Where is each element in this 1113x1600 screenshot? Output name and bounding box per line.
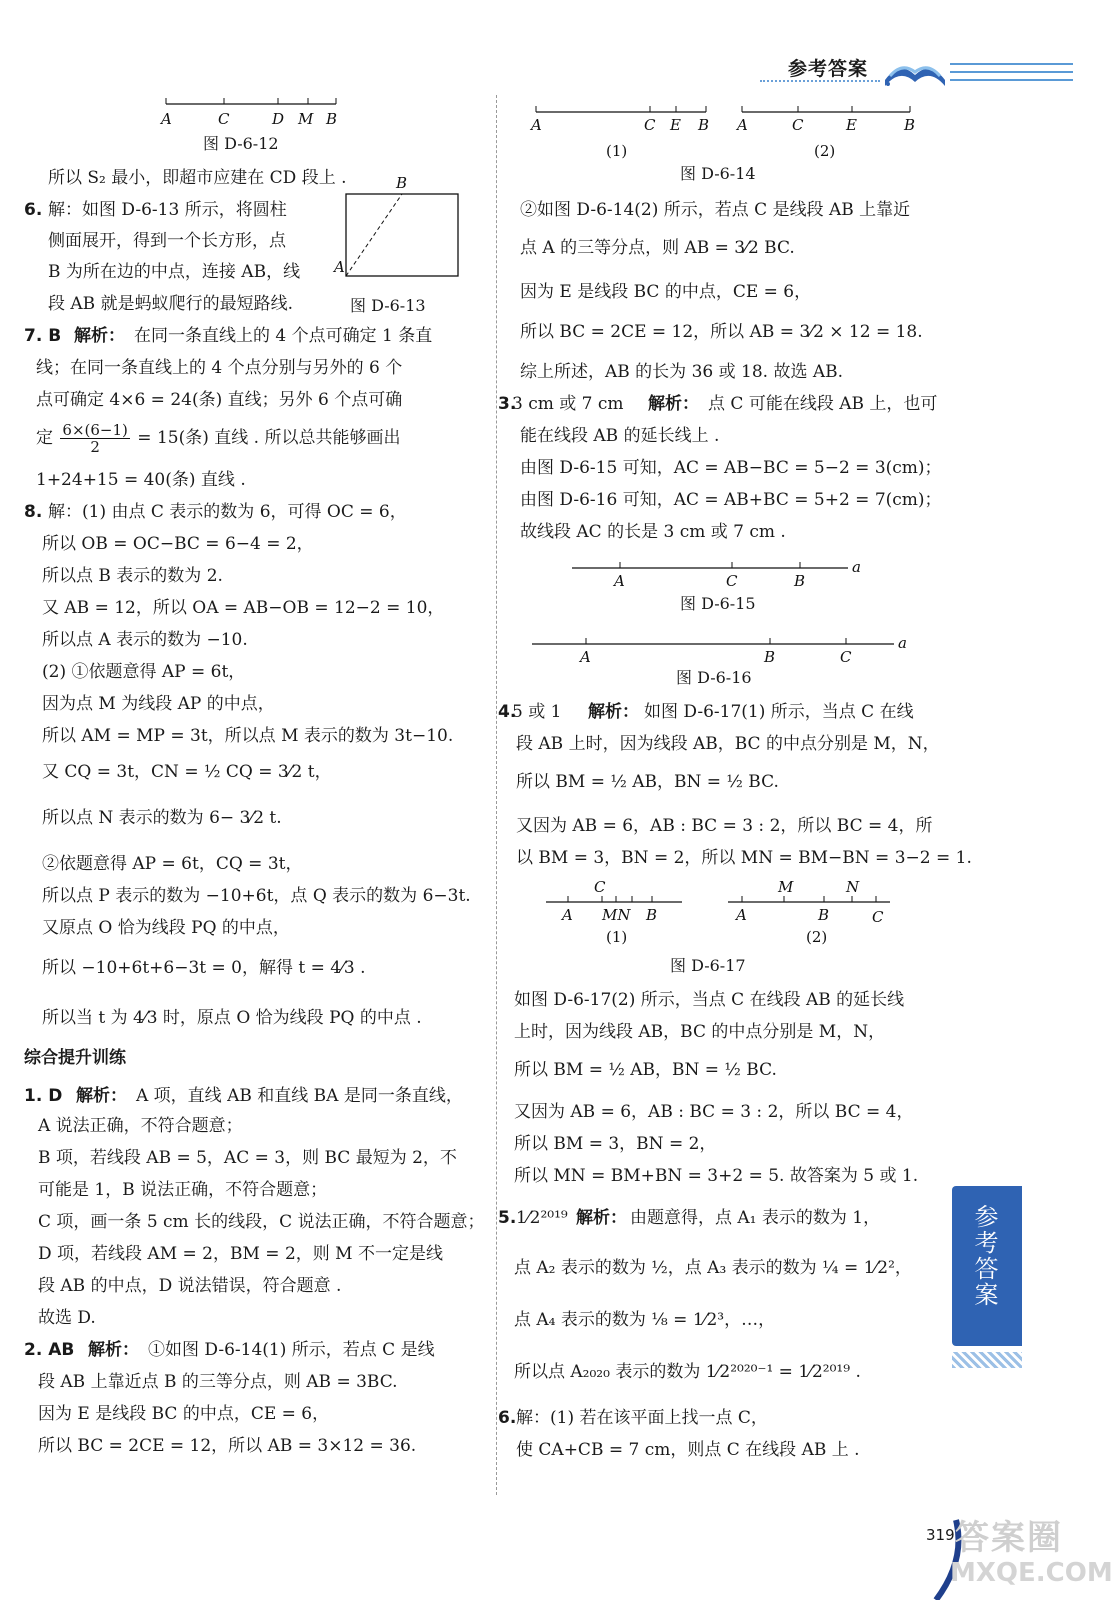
- fig12-label-c: C: [218, 110, 230, 128]
- figure-caption: 图 D-6-12: [203, 134, 279, 153]
- figure-caption: 图 D-6-16: [676, 668, 752, 687]
- text-line: 又原点 O 恰为线段 PQ 的中点，: [42, 918, 290, 938]
- fraction-numerator: 6×(6−1): [62, 421, 128, 439]
- text-line: 所以 BM = ½ AB，BN = ½ BC.: [514, 1060, 777, 1080]
- figure-d-6-12: [158, 96, 358, 137]
- text-line: 故线段 AC 的长是 3 cm 或 7 cm .: [520, 522, 786, 542]
- text-line: 又因为 AB = 6，AB : BC = 3 : 2，所以 BC = 4，所: [516, 816, 933, 836]
- fig17b-label-b: B: [818, 906, 830, 924]
- text-line: 段 AB 就是蚂蚁爬行的最短路线.: [48, 294, 293, 314]
- side-tab-label: 参考答案: [970, 1204, 998, 1308]
- fig14b-label-c: C: [792, 116, 804, 134]
- text-line: (2) ①依题意得 AP = 6t，: [42, 662, 246, 682]
- text-line: 侧面展开，得到一个长方形，点: [48, 231, 286, 251]
- text-line: 因为 E 是线段 BC 的中点，CE = 6，: [520, 282, 812, 302]
- fig17a-sub: (1): [606, 928, 628, 946]
- text-line: 1+24+15 = 40(条) 直线 .: [36, 470, 246, 490]
- text-line: 所以 BC = 2CE = 12，所以 AB = 3×12 = 36.: [38, 1436, 417, 1456]
- text-line: 可能是 1，B 说法正确，不符合题意；: [38, 1180, 328, 1200]
- fig13-label-a: A: [334, 258, 345, 276]
- text-line: 解：(1) 由点 C 表示的数为 6，可得 OC = 6，: [48, 502, 407, 522]
- text-line: 使 CA+CB = 7 cm，则点 C 在线段 AB 上 .: [516, 1440, 860, 1460]
- text-line: 所以 BM = 3，BN = 2，: [514, 1134, 717, 1154]
- text-line: 段 AB 的中点，D 说法错误，符合题意 .: [38, 1276, 342, 1296]
- text-line: 因为点 M 为线段 AP 的中点，: [42, 694, 275, 714]
- text-line: 所以当 t 为 4⁄3 时，原点 O 恰为线段 PQ 的中点 .: [42, 1008, 422, 1028]
- text-line: 故选 D.: [38, 1308, 96, 1328]
- fig15-label-line: a: [852, 558, 861, 576]
- text-line: C 项，画一条 5 cm 长的线段，C 说法正确，不符合题意；: [38, 1212, 485, 1232]
- text-line: 段 AB 上时，因为线段 AB，BC 的中点分别是 M，N，: [516, 734, 940, 754]
- question-number: 7. B: [24, 326, 62, 346]
- question-number: 6.: [24, 200, 43, 220]
- fig13-label-b: B: [396, 174, 408, 192]
- book-logo-icon: [880, 50, 950, 90]
- header-stripes: [950, 58, 1073, 88]
- text-line: 由题意得，点 A₁ 表示的数为 1，: [630, 1208, 881, 1228]
- text-span: 定: [36, 428, 53, 448]
- text-line: 又 AB = 12，所以 OA = AB−OB = 12−2 = 10，: [42, 598, 445, 618]
- fig17b-label-a: A: [736, 906, 747, 924]
- analysis-tag: 解析：: [648, 394, 699, 414]
- answer-text: 3 cm 或 7 cm: [512, 394, 624, 414]
- text-line: 所以点 A₂₀₂₀ 表示的数为 1⁄2²⁰²⁰⁻¹ = 1⁄2²⁰¹⁹ .: [514, 1362, 861, 1382]
- text-line: 点 C 可能在线段 AB 上，也可: [708, 394, 938, 414]
- column-divider: [496, 95, 497, 1495]
- header-dotted-line: [760, 80, 880, 82]
- text-line: 所以 BM = ½ AB，BN = ½ BC.: [516, 772, 779, 792]
- fig14a-label-c: C: [644, 116, 656, 134]
- fig14a-label-e: E: [670, 116, 681, 134]
- figure-d-6-17-1: [544, 878, 694, 953]
- text-line: 所以点 B 表示的数为 2.: [42, 566, 223, 586]
- text-line: 能在线段 AB 的延长线上 .: [520, 426, 720, 446]
- fig16-label-a: A: [580, 648, 591, 666]
- fig14b-sub: (2): [814, 142, 836, 160]
- fig17b-sub: (2): [806, 928, 828, 946]
- figure-caption: 图 D-6-14: [680, 164, 756, 183]
- answer-text: 5 或 1: [512, 702, 562, 722]
- section-heading: 综合提升训练: [24, 1048, 126, 1068]
- text-line: 所以 OB = OC−BC = 6−4 = 2，: [42, 534, 314, 554]
- text-line: 段 AB 上靠近点 B 的三等分点，则 AB = 3BC.: [38, 1372, 398, 1392]
- figure-caption: 图 D-6-13: [350, 296, 426, 315]
- text-line: 所以 MN = BM+BN = 3+2 = 5. 故答案为 5 或 1.: [514, 1166, 919, 1186]
- text-line: 因为 E 是线段 BC 的中点，CE = 6，: [38, 1404, 330, 1424]
- fraction: [60, 422, 129, 455]
- text-line: B 为所在边的中点，连接 AB，线: [48, 262, 301, 282]
- fraction-line: [36, 422, 400, 455]
- text-line: 由图 D-6-15 可知，AC = AB−BC = 5−2 = 3(cm)；: [520, 458, 942, 478]
- text-line: 由图 D-6-16 可知，AC = AB+BC = 5+2 = 7(cm)；: [520, 490, 942, 510]
- text-line: 解：(1) 若在该平面上找一点 C，: [516, 1408, 768, 1428]
- text-line: 综上所述，AB 的长为 36 或 18. 故选 AB.: [520, 362, 844, 382]
- fig14b-label-b: B: [904, 116, 916, 134]
- question-number: 6.: [498, 1408, 517, 1428]
- figure-caption: 图 D-6-17: [670, 956, 746, 975]
- analysis-tag: 解析：: [74, 326, 125, 346]
- fig17a-label-a: A: [562, 906, 573, 924]
- figure-d-6-17-2: [724, 878, 904, 953]
- fraction-denominator: 2: [90, 438, 100, 456]
- text-line: 点可确定 4×6 = 24(条) 直线；另外 6 个点可确: [36, 390, 403, 410]
- text-line: 所以点 A 表示的数为 −10.: [42, 630, 248, 650]
- header-title: 参考答案: [788, 58, 869, 80]
- figure-d-6-14-1: [528, 102, 718, 167]
- text-line: 又 CQ = 3t，CN = ½ CQ = 3⁄2 t，: [42, 762, 332, 782]
- page-number: 319: [926, 1526, 955, 1544]
- text-line: 在同一条直线上的 4 个点可确定 1 条直: [134, 326, 433, 346]
- fig12-label-a: A: [161, 110, 172, 128]
- text-line: 所以 AM = MP = 3t，所以点 M 表示的数为 3t−10.: [42, 726, 454, 746]
- fig17a-label-c: C: [594, 878, 606, 896]
- fig14b-label-e: E: [846, 116, 857, 134]
- text-line: 如图 D-6-17(2) 所示，当点 C 在线段 AB 的延长线: [514, 990, 905, 1010]
- text-line: B 项，若线段 AB = 5，AC = 3，则 BC 最短为 2，不: [38, 1148, 457, 1168]
- fig17a-label-mn: MN: [602, 906, 631, 924]
- text-line: 解：如图 D-6-13 所示，将圆柱: [48, 200, 287, 220]
- fig14a-label-b: B: [698, 116, 710, 134]
- fig16-label-b: B: [764, 648, 776, 666]
- text-line: 点 A₄ 表示的数为 ⅛ = 1⁄2³，…，: [514, 1310, 776, 1330]
- text-line: 点 A₂ 表示的数为 ½，点 A₃ 表示的数为 ¼ = 1⁄2²，: [514, 1258, 912, 1278]
- text-line: 所以 S₂ 最小，即超市应建在 CD 段上 .: [48, 168, 347, 188]
- fig16-label-line: a: [898, 634, 907, 652]
- page-header: [760, 48, 1073, 98]
- fig17b-label-n: N: [846, 878, 860, 896]
- side-tab: [952, 1186, 1022, 1346]
- text-line: 线；在同一条直线上的 4 个点分别与另外的 6 个: [36, 358, 403, 378]
- analysis-tag: 解析：: [576, 1208, 627, 1228]
- fig15-label-c: C: [726, 572, 738, 590]
- question-number: 4.: [498, 702, 517, 722]
- text-span: = 15(条) 直线 . 所以总共能够画出: [137, 428, 401, 448]
- fig15-label-a: A: [614, 572, 625, 590]
- fig17b-label-c: C: [872, 908, 884, 926]
- text-line: 上时，因为线段 AB，BC 的中点分别是 M，N，: [514, 1022, 886, 1042]
- text-line: D 项，若线段 AM = 2，BM = 2，则 M 不一定是线: [38, 1244, 443, 1264]
- text-line: A 项，直线 AB 和直线 BA 是同一条直线，: [136, 1086, 463, 1106]
- question-number: 8.: [24, 502, 43, 522]
- text-line: ②依题意得 AP = 6t，CQ = 3t，: [42, 854, 303, 874]
- figure-d-6-14-2: [734, 102, 924, 167]
- fig14a-label-a: A: [531, 116, 542, 134]
- text-line: 点 A 的三等分点，则 AB = 3⁄2 BC.: [520, 238, 795, 258]
- text-line: 所以 −10+6t+6−3t = 0，解得 t = 4⁄3 .: [42, 958, 366, 978]
- fig12-label-d: D: [272, 110, 285, 128]
- side-tab-stripe: [952, 1352, 1022, 1368]
- text-line: A 说法正确，不符合题意；: [38, 1116, 243, 1136]
- question-number: 1. D: [24, 1086, 63, 1106]
- fig12-label-m: M: [298, 110, 314, 128]
- text-line: 所以 BC = 2CE = 12，所以 AB = 3⁄2 × 12 = 18.: [520, 322, 923, 342]
- analysis-tag: 解析：: [588, 702, 639, 722]
- text-line: ①如图 D-6-14(1) 所示，若点 C 是线: [148, 1340, 435, 1360]
- analysis-tag: 解析：: [88, 1340, 139, 1360]
- fig17a-label-b: B: [646, 906, 658, 924]
- figure-d-6-13: [334, 172, 464, 287]
- text-line: ②如图 D-6-14(2) 所示，若点 C 是线段 AB 上靠近: [520, 200, 911, 220]
- fig14b-label-a: A: [737, 116, 748, 134]
- fig17b-label-m: M: [778, 878, 794, 896]
- watermark-text: 答案圈: [955, 1518, 1063, 1558]
- analysis-tag: 解析：: [76, 1086, 127, 1106]
- question-number: 5.: [498, 1208, 517, 1228]
- figure-d-6-15: [568, 556, 878, 597]
- fig16-label-c: C: [840, 648, 852, 666]
- figure-d-6-16: [528, 632, 928, 673]
- fig12-label-b: B: [326, 110, 338, 128]
- answer-text: 1⁄2²⁰¹⁹: [516, 1208, 568, 1228]
- figure-caption: 图 D-6-15: [680, 594, 756, 613]
- watermark-url: MXQE.COM: [950, 1558, 1113, 1588]
- fig15-label-b: B: [794, 572, 806, 590]
- text-line: 所以点 P 表示的数为 −10+6t，点 Q 表示的数为 6−3t.: [42, 886, 471, 906]
- question-number: 3.: [498, 394, 517, 414]
- text-line: 又因为 AB = 6，AB : BC = 3 : 2，所以 BC = 4，: [514, 1102, 914, 1122]
- text-line: 如图 D-6-17(1) 所示，当点 C 在线: [644, 702, 914, 722]
- text-line: 所以点 N 表示的数为 6− 3⁄2 t.: [42, 808, 282, 828]
- question-number: 2. AB: [24, 1340, 75, 1360]
- fig14a-sub: (1): [606, 142, 628, 160]
- text-line: 以 BM = 3，BN = 2，所以 MN = BM−BN = 3−2 = 1.: [516, 848, 972, 868]
